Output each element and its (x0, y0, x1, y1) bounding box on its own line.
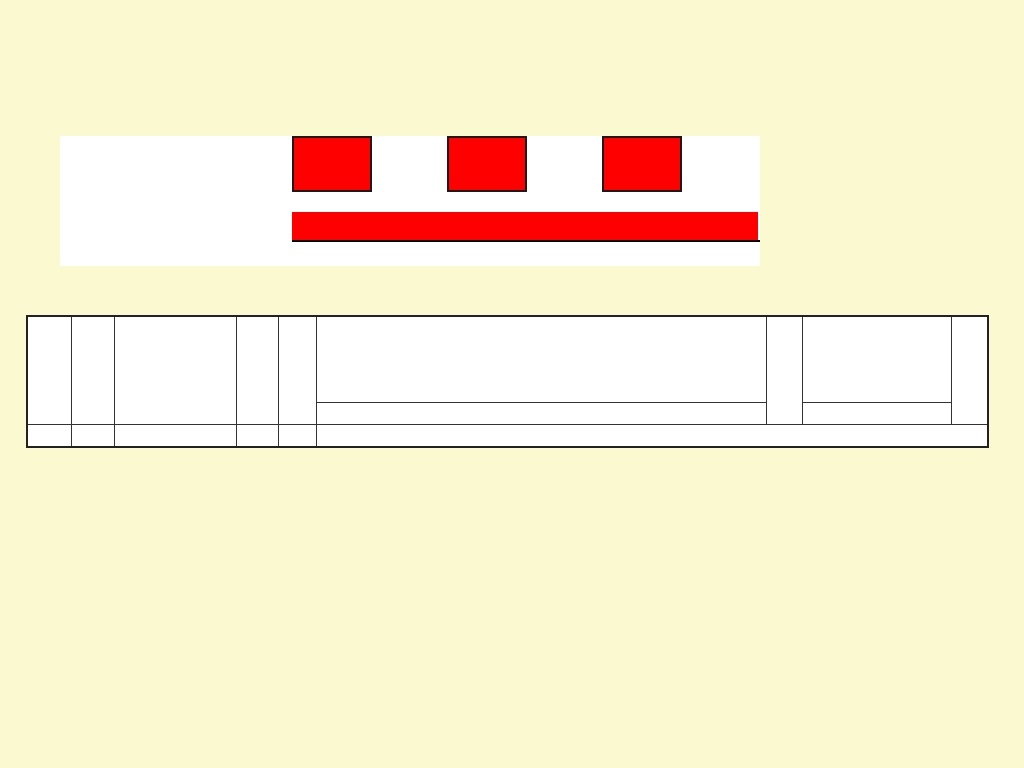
header-main-tasks (316, 402, 766, 424)
header-score-main (766, 316, 802, 424)
decorative-header-bars (24, 8, 1004, 46)
header-annual-grade (236, 316, 278, 424)
header-main-part (316, 316, 766, 402)
header-row-number (27, 316, 71, 424)
school-code-field[interactable] (447, 136, 527, 192)
empty-cell (71, 424, 114, 447)
institution-name-underline (292, 240, 760, 242)
region-code-field[interactable] (292, 136, 372, 192)
empty-cell (236, 424, 278, 447)
decorative-footer-bars (0, 758, 1024, 768)
header-score-extra (951, 316, 988, 424)
institution-name-field[interactable] (292, 212, 758, 240)
class-code-field[interactable] (602, 136, 682, 192)
empty-cell (27, 424, 71, 447)
header-extra-tasks (802, 402, 951, 424)
header-extra-part (802, 316, 951, 402)
task-number-row (27, 424, 988, 447)
results-table (26, 315, 989, 448)
header-student-name (114, 316, 236, 424)
empty-cell (278, 424, 316, 447)
header-journal-number (71, 316, 114, 424)
header-variant (278, 316, 316, 424)
form-header (60, 136, 760, 266)
empty-cell (114, 424, 236, 447)
